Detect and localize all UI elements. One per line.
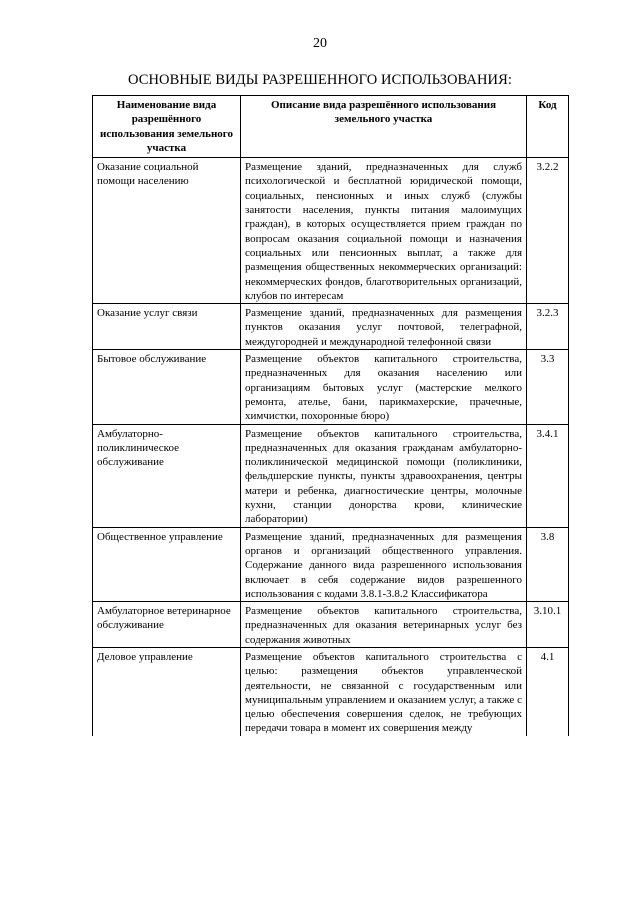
row-code: 3.2.2 xyxy=(527,158,569,304)
table-row xyxy=(93,350,569,424)
row-description: Размещение объектов капитального строительства с целью: размещения объектов управленческой деятельности, не связанной с государственным или муниципальным управлением и оказанием услуг, а также с целью обеспечения совершения сделок, не требующих передачи товара в момент их совершения между xyxy=(241,647,527,735)
table-row xyxy=(93,158,569,304)
row-name: Бытовое обслуживание xyxy=(93,350,241,424)
page-number: 20 xyxy=(313,36,327,51)
header-code: Код xyxy=(527,96,569,158)
row-description: Размещение объектов капитального строительства, предназначенных для оказания населению или организациям бытовых услуг (мастерские мелкого ремонта, ателье, бани, парикмахерские, прачечные, химчистки, похоронные бюро) xyxy=(241,350,527,424)
row-code: 3.10.1 xyxy=(527,602,569,648)
header-description: Описание вида разрешённого использования земельного участка xyxy=(241,96,527,158)
row-code: 3.8 xyxy=(527,527,569,601)
table-row xyxy=(93,424,569,527)
row-description: Размещение объектов капитального строительства, предназначенных для оказания ветеринарных услуг без содержания животных xyxy=(241,602,527,648)
row-code: 4.1 xyxy=(527,647,569,735)
row-description: Размещение зданий, предназначенных для размещения пунктов оказания услуг почтовой, телеграфной, междугородней и международной телефонной связи xyxy=(241,304,527,350)
row-name: Оказание услуг связи xyxy=(93,304,241,350)
row-name: Оказание социальной помощи населению xyxy=(93,158,241,304)
table-header-row xyxy=(93,96,569,158)
header-name: Наименование вида разрешённого использования земельного участка xyxy=(93,96,241,158)
row-name: Общественное управление xyxy=(93,527,241,601)
row-description: Размещение зданий, предназначенных для размещения органов и организаций общественного управления. Содержание данного вида разрешенного использования включает в себя содержание видов разрешенного использования с кодами 3.8.1-3.8.2 Классификатора xyxy=(241,527,527,601)
row-description: Размещение зданий, предназначенных для служб психологической и бесплатной юридической помощи, социальных, пенсионных и иных служб (службы занятости населения, пункты питания малоимущих граждан), в которых осуществляется прием граждан по вопросам оказания социальной помощи и назначения социальных или пенсионных выплат, а также для размещения общественных некоммерческих организаций: некоммерческих фондов, благотворительных организаций, клубов по интересам xyxy=(241,158,527,304)
row-code: 3.3 xyxy=(527,350,569,424)
row-code: 3.2.3 xyxy=(527,304,569,350)
table-row xyxy=(93,527,569,601)
row-name: Деловое управление xyxy=(93,647,241,735)
table-row xyxy=(93,304,569,350)
row-code: 3.4.1 xyxy=(527,424,569,527)
document-title: ОСНОВНЫЕ ВИДЫ РАЗРЕШЕННОГО ИСПОЛЬЗОВАНИЯ: xyxy=(127,72,513,88)
row-name: Амбулаторно-поликлиническое обслуживание xyxy=(93,424,241,527)
row-name: Амбулаторное ветеринарное обслуживание xyxy=(93,602,241,648)
land-use-table xyxy=(92,95,569,736)
table-row xyxy=(93,647,569,735)
table-row xyxy=(93,602,569,648)
row-description: Размещение объектов капитального строительства, предназначенных для оказания гражданам амбулаторно-поликлинической медицинской помощи (поликлиники, фельдшерские пункты, пункты здравоохранения, центры матери и ребенка, диагностические центры, молочные кухни, станции донорства крови, клинические лаборатории) xyxy=(241,424,527,527)
